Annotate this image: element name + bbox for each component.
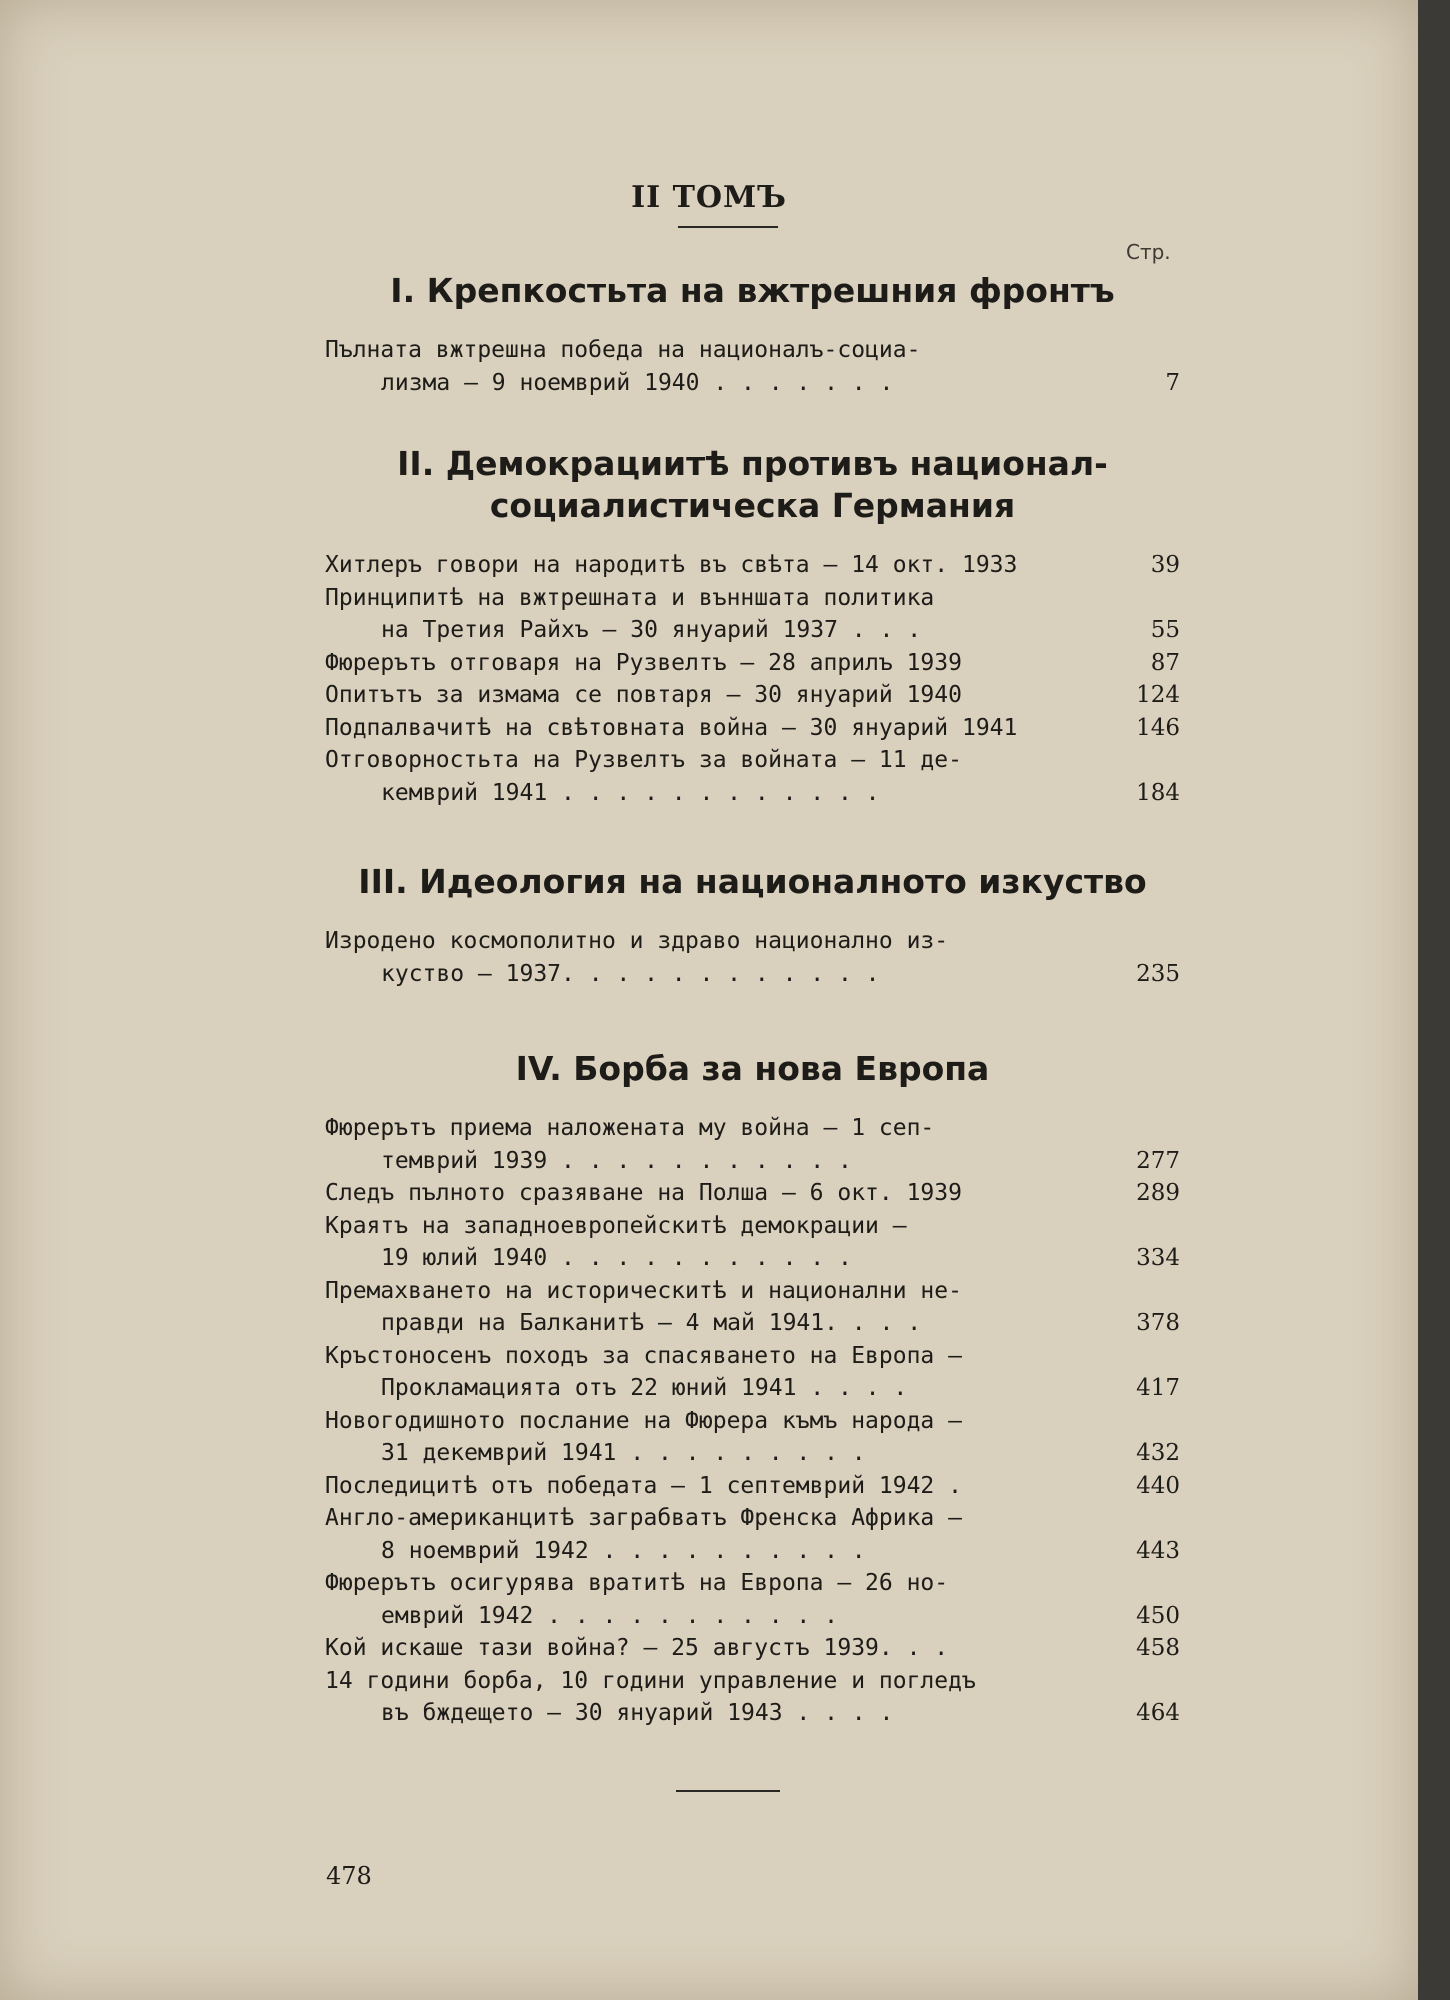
page-number: 478 bbox=[326, 1862, 372, 1890]
entry-page-number: 277 bbox=[1136, 1147, 1180, 1174]
entry-text-line: Пълната вжтрешна победа на националъ-социа- bbox=[325, 337, 921, 363]
toc-entry bbox=[325, 1340, 1180, 1405]
entry-text-line: Краятъ на западноевропейскитѣ демокрации — bbox=[325, 1212, 907, 1239]
entry-text-line: Фюрерътъ осигурява вратитѣ на Европа — 26 но- bbox=[325, 1570, 949, 1596]
toc-entry bbox=[325, 1405, 1180, 1470]
entry-text-line: Хитлеръ говори на народитѣ въ свѣта — 14 окт. 1933 bbox=[325, 552, 1018, 578]
entry-text-line: 31 декемврий 1941 . . . . . . . . . bbox=[381, 1440, 866, 1466]
toc-entry bbox=[325, 1112, 1180, 1177]
entry-page-number: 440 bbox=[1136, 1472, 1180, 1499]
entry-page-number: 39 bbox=[1150, 552, 1180, 578]
entry-text-line: лизма — 9 ноемврий 1940 . . . . . . . bbox=[381, 369, 894, 396]
entry-page-number: 184 bbox=[1136, 779, 1180, 806]
entry-page-number: 55 bbox=[1150, 617, 1180, 643]
entry-text-line: Изродено космополитно и здраво национално из- bbox=[325, 928, 949, 954]
toc-entry bbox=[325, 1177, 1180, 1210]
toc-entry bbox=[325, 744, 1180, 809]
entry-text-line: Фюрерътъ отговаря на Рузвелтъ — 28 априлъ 1939 bbox=[325, 649, 962, 676]
toc-entry bbox=[325, 1210, 1180, 1275]
entry-text-line: Новогодишното послание на Фюрера къмъ народа — bbox=[325, 1407, 962, 1434]
entry-text-line: Следъ пълното сразяване на Полша — 6 окт. 1939 bbox=[325, 1180, 962, 1206]
entry-text-line: на Третия Райхъ — 30 януарий 1937 . . . bbox=[381, 617, 922, 643]
entry-text-line: 19 юлий 1940 . . . . . . . . . . . bbox=[381, 1245, 852, 1271]
section-title: IV. Борба за нова Европа bbox=[515, 1049, 990, 1088]
entry-page-number: 432 bbox=[1136, 1440, 1180, 1466]
entry-text-line: 14 години борба, 10 години управление и погледъ bbox=[325, 1667, 976, 1694]
entry-text-line: темврий 1939 . . . . . . . . . . . bbox=[381, 1147, 852, 1174]
entry-page-number: 87 bbox=[1150, 649, 1180, 676]
entry-text-line: Фюрерътъ приема наложената му война — 1 сеп- bbox=[325, 1115, 935, 1141]
toc-section bbox=[325, 443, 1180, 809]
entry-text-line: Принципитѣ на вжтрешната и вънншата политика bbox=[325, 584, 935, 611]
entry-text-line: кемврий 1941 . . . . . . . . . . . . bbox=[381, 779, 880, 806]
toc-entry bbox=[325, 334, 1180, 399]
entry-page-number: 124 bbox=[1136, 682, 1180, 708]
entry-text-line: Отговорностьта на Рузвелтъ за войната — 11 де- bbox=[325, 747, 962, 773]
entry-text-line: Опитътъ за измама се повтаря — 30 януарий 1940 bbox=[325, 682, 962, 708]
section-title: II. Демокрациитѣ противъ национал-социалистическа Германия bbox=[397, 444, 1108, 525]
entry-text-line: Прокламацията отъ 22 юний 1941 . . . . bbox=[381, 1375, 908, 1401]
section-title: I. Крепкостьта на вжтрешния фронтъ bbox=[390, 271, 1115, 310]
entry-page-number: 443 bbox=[1136, 1537, 1180, 1564]
toc-entry bbox=[325, 925, 1180, 990]
entry-page-number: 464 bbox=[1136, 1700, 1180, 1726]
toc-entry bbox=[325, 679, 1180, 712]
table-of-contents bbox=[325, 270, 1180, 1730]
entry-text-line: Последицитѣ отъ победата — 1 септемврий 1942 . bbox=[325, 1472, 962, 1499]
entry-page-number: 378 bbox=[1136, 1310, 1180, 1336]
entry-text-line: Подпалвачитѣ на свѣтовната война — 30 януарий 1941 bbox=[325, 714, 1018, 741]
entry-page-number: 289 bbox=[1136, 1180, 1180, 1206]
entry-text-line: Премахването на историческитѣ и национални не- bbox=[325, 1277, 962, 1304]
toc-entry bbox=[325, 582, 1180, 647]
toc-entry bbox=[325, 712, 1180, 745]
toc-entry bbox=[325, 1567, 1180, 1632]
toc-entry bbox=[325, 549, 1180, 582]
volume-title: II ТОМЪ bbox=[631, 180, 787, 215]
entry-text-line: емврий 1942 . . . . . . . . . . . bbox=[381, 1602, 838, 1629]
entry-page-number: 146 bbox=[1136, 714, 1180, 741]
entry-page-number: 458 bbox=[1136, 1635, 1180, 1661]
title-underline bbox=[678, 226, 778, 228]
toc-entry bbox=[325, 1502, 1180, 1567]
section-title: III. Идеология на националното изкуство bbox=[358, 862, 1147, 901]
entry-text-line: Кръстоносенъ походъ за спасяването на Европа — bbox=[325, 1342, 962, 1369]
entry-page-number: 7 bbox=[1165, 369, 1180, 396]
toc-entry bbox=[325, 1632, 1180, 1665]
entry-text-line: правди на Балканитѣ — 4 май 1941. . . . bbox=[381, 1310, 922, 1336]
toc-section bbox=[325, 270, 1180, 399]
toc-entry bbox=[325, 647, 1180, 680]
toc-section bbox=[325, 861, 1180, 990]
page-column-label: Стр. bbox=[1126, 240, 1171, 264]
entry-page-number: 450 bbox=[1136, 1602, 1180, 1629]
entry-page-number: 417 bbox=[1136, 1375, 1180, 1401]
entry-text-line: Кой искаше тази война? — 25 августъ 1939. . . bbox=[325, 1635, 949, 1661]
entry-text-line: куство — 1937. . . . . . . . . . . . bbox=[381, 960, 880, 987]
entry-text-line: 8 ноемврий 1942 . . . . . . . . . . bbox=[381, 1537, 866, 1564]
entry-page-number: 334 bbox=[1136, 1245, 1180, 1271]
toc-entry bbox=[325, 1470, 1180, 1503]
entry-page-number: 235 bbox=[1136, 960, 1180, 987]
toc-entry bbox=[325, 1665, 1180, 1730]
toc-section bbox=[325, 1048, 1180, 1730]
entry-text-line: Англо-американцитѣ заграбватъ Френска Африка — bbox=[325, 1505, 962, 1531]
toc-entry bbox=[325, 1275, 1180, 1340]
bottom-divider bbox=[676, 1790, 780, 1792]
entry-text-line: въ бждещето — 30 януарий 1943 . . . . bbox=[381, 1700, 894, 1726]
